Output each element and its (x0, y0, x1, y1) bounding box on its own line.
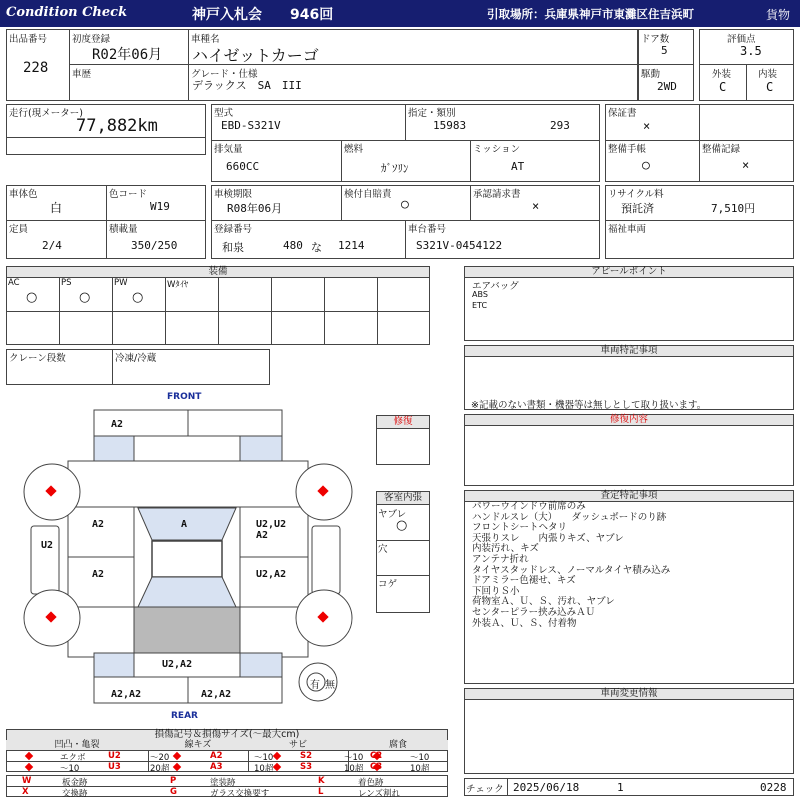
score-value: 3.5 (740, 44, 762, 58)
change-info-panel (464, 699, 794, 774)
cabin-burn-label: コゲ (378, 579, 398, 590)
plate-kana: な (311, 241, 322, 254)
legend-code-key: K (318, 776, 325, 786)
code-roof: A (181, 519, 188, 530)
class-value: 293 (550, 119, 570, 132)
recycle-value: 7,510円 (711, 202, 756, 215)
interior-grade: C (766, 80, 774, 94)
inspection-note-line: アンテナ折れ (472, 553, 529, 565)
code-left-rear-door: A2 (92, 569, 105, 580)
load-value: 350/250 (131, 239, 178, 252)
legend-cell: 〜10 (344, 753, 364, 763)
legend-cell: S3 (300, 762, 313, 772)
equip-pw-label: PW (114, 278, 128, 288)
inspection-note-line: パワーウインドウ前席のみ (472, 501, 586, 512)
code-rear-left: A2,A2 (111, 689, 142, 700)
plate-number: 1214 (338, 239, 365, 252)
legend-cell: 〜20 (150, 753, 170, 763)
equip-ac-label: AC (8, 278, 20, 288)
mileage-value: 77,882km (76, 116, 158, 136)
legend-cell: 10超 (254, 764, 274, 774)
plate-class: 480 (283, 239, 303, 252)
warranty-label: 保証書 (608, 108, 637, 119)
interior-label: 内装 (758, 69, 778, 80)
grade-label: グレード・仕様 (191, 69, 258, 80)
approval-value: × (532, 199, 540, 213)
special-note: ※記載のない書類・機器等は無しとして取り扱います。 (471, 400, 707, 411)
code-left-front-door: A2 (92, 519, 105, 530)
legend-cell: U2 (108, 751, 121, 761)
designation-value: 15983 (433, 119, 467, 132)
equip-wtire-label: Wﾀｲﾔ (167, 280, 189, 290)
spare-tire-yes: 有 (310, 680, 320, 691)
check-label: チェック (466, 784, 504, 795)
car-name-value: ハイゼットカーゴ (192, 46, 319, 65)
warranty-value: × (643, 119, 651, 133)
doors-label: ドア数 (641, 34, 670, 45)
code-front-bumper: A2 (111, 419, 124, 430)
body-color-value: 白 (50, 201, 63, 215)
fuel-value: ｶﾞｿﾘﾝ (381, 162, 409, 175)
model-label: 型式 (214, 108, 234, 119)
legend-group: 凹凸・亀裂 (6, 740, 148, 750)
legend-cell: 20超 (150, 764, 170, 774)
cabin-title: 客室内張 (376, 491, 430, 505)
repair-box-label: 修復 (376, 415, 430, 429)
crane-label: クレーン段数 (9, 353, 66, 364)
color-code-value: W19 (150, 200, 170, 213)
legend-code-value: 塗装跡 (210, 778, 236, 788)
legend-code-value: レンズ割れ (358, 789, 401, 799)
legend-cell: A3 (210, 762, 223, 772)
legend-cell: 〜10 (60, 764, 80, 774)
code-right-front-door: U2,U2 (256, 519, 287, 530)
rear-label: REAR (171, 711, 198, 721)
code-rear-right: A2,A2 (201, 689, 232, 700)
legend-title: 損傷記号＆損傷サイズ(〜最大cm) (6, 729, 448, 741)
equip-ps-mark: ○ (79, 290, 91, 305)
inspection-note-line: フロントシートヘタリ (472, 522, 568, 534)
lot-number: 228 (23, 60, 49, 76)
approval-label: 承認請求書 (473, 189, 521, 200)
inspection-note-line: 外装Ａ、Ｕ、Ｓ、付着物 (472, 617, 577, 629)
inspection-note-line: タイヤスタッドレス、ノーマルタイヤ積み込み (472, 564, 671, 576)
inspection-notes-header: 査定特記事項 (464, 490, 794, 502)
condition-check-title: Condition Check (6, 5, 128, 20)
self-insp-value: ○ (401, 197, 409, 212)
chassis-value: S321V-0454122 (416, 239, 503, 252)
legend-code-value: 着色跡 (358, 778, 384, 788)
legend-group: サビ (248, 740, 348, 750)
capacity-label: 定員 (9, 224, 29, 235)
doors-value: 5 (661, 44, 668, 57)
code-right-front-door-2: A2 (256, 530, 269, 541)
legend-cell: エクボ (60, 753, 86, 763)
manual-value: ○ (642, 158, 650, 173)
equip-ps-label: PS (61, 278, 72, 288)
inspection-note-line: 下回りＳ小 (472, 585, 520, 597)
legend-code-key: L (318, 787, 324, 797)
cabin-tear-mark: ○ (396, 518, 408, 533)
freezer-label: 冷凍/冷蔵 (115, 353, 157, 364)
inspection-label: 車検期限 (214, 189, 253, 200)
code-right-rear-door: U2,A2 (256, 569, 287, 580)
legend-code-key: P (170, 776, 177, 786)
recycle-label: リサイクル料 (608, 189, 664, 200)
mileage-label: 走行(現メーター) (9, 108, 83, 119)
first-reg-label: 初度登録 (72, 34, 111, 45)
fuel-label: 燃料 (344, 144, 364, 155)
repair-panel (464, 425, 794, 486)
inspection-notes-list (472, 502, 790, 629)
displacement-value: 660CC (226, 160, 260, 173)
first-reg-value: R02年06月 (92, 47, 163, 63)
front-label: FRONT (167, 392, 202, 402)
recycle-status: 預託済 (621, 202, 654, 215)
auction-name: 神戸入札会 (192, 7, 262, 23)
inspection-note-line: ハンドルスレ（大） ダッシュボードのり跡 (472, 511, 667, 523)
chassis-label: 車台番号 (408, 224, 447, 235)
load-label: 積載量 (109, 224, 138, 235)
legend-group: 腐食 (348, 740, 448, 750)
legend-cell: C2 (370, 751, 383, 761)
inspection-note-line: ドアミラー色褪せ、キズ (472, 575, 576, 587)
legend-cell: 10超 (344, 764, 364, 774)
color-code-label: 色コード (109, 189, 148, 200)
equip-ac-mark: ○ (26, 290, 38, 305)
score-label: 評価点 (727, 34, 756, 45)
designation-label: 指定・類別 (408, 108, 456, 119)
mission-label: ミッション (473, 144, 521, 155)
inspection-value: R08年06月 (227, 202, 283, 215)
header-bar (0, 0, 800, 27)
drive-value: 2WD (657, 80, 677, 93)
legend-cell: 10超 (410, 764, 430, 774)
records-label: 整備記録 (702, 144, 741, 155)
inspection-note-line: 天張りスレ 内張りキズ、ヤブレ (472, 532, 624, 544)
repair-header: 修復内容 (464, 414, 794, 426)
legend-code-value: ガラス交換要す (210, 789, 270, 799)
equipment-header: 装備 (6, 266, 430, 278)
change-info-header: 車両変更情報 (464, 688, 794, 700)
legend-code-value: 板金跡 (62, 778, 88, 788)
cabin-tear-label: ヤブレ (378, 509, 407, 520)
check-date: 2025/06/18 (513, 781, 580, 794)
car-name-label: 車種名 (191, 34, 220, 45)
code-back-door: U2,A2 (162, 659, 193, 670)
check-count: 1 (617, 781, 624, 794)
legend-code-key: X (22, 787, 29, 797)
lot-label: 出品番号 (9, 34, 48, 45)
appeal-header: アピールポイント (464, 266, 794, 278)
self-insp-label: 検付自賠責 (344, 189, 392, 200)
legend-cell: C3 (370, 762, 383, 772)
plate-label: 登録番号 (214, 224, 253, 235)
code-left-side: U2 (41, 540, 54, 551)
history-label: 車歴 (72, 69, 92, 80)
grade-value: デラックス SA III (192, 79, 302, 92)
records-value: × (742, 158, 750, 172)
inspection-note-line: 内装汚れ、キズ (472, 543, 539, 555)
exterior-grade: C (719, 80, 727, 94)
special-header: 車両特記事項 (464, 345, 794, 357)
displacement-label: 排気量 (214, 144, 243, 155)
appeal-line-3: ETC (472, 301, 488, 310)
appeal-line-2: ABS (472, 290, 488, 299)
pickup-location: 引取場所：兵庫県神戸市東灘区住吉浜町 (487, 7, 694, 21)
capacity-value: 2/4 (42, 239, 62, 252)
equip-pw-mark: ○ (132, 290, 144, 305)
legend-cell: 〜10 (410, 753, 430, 763)
appeal-line-1: エアバッグ (472, 281, 519, 292)
exterior-label: 外装 (712, 69, 732, 80)
legend-cell: A2 (210, 751, 223, 761)
spare-tire-none: 無 (325, 680, 335, 691)
check-code: 0228 (760, 781, 787, 794)
manual-label: 整備手帳 (608, 144, 647, 155)
mission-value: AT (511, 160, 525, 173)
legend-cell: U3 (108, 762, 121, 772)
body-color-label: 車体色 (9, 189, 38, 200)
legend-code-value: 交換跡 (62, 789, 88, 799)
vehicle-category: 貨物 (766, 8, 791, 22)
inspection-note-line: 荷物室Ａ、Ｕ、Ｓ、汚れ、ヤブレ (472, 596, 615, 608)
legend-cell: 〜10 (254, 753, 274, 763)
legend-code-key: G (170, 787, 177, 797)
cabin-hole-label: 穴 (378, 544, 388, 555)
legend-group: 線キズ (148, 740, 248, 750)
welfare-label: 福祉車両 (608, 224, 647, 235)
inspection-note-line: センターピラー挟み込みＡＵ (472, 606, 596, 618)
legend-cell: S2 (300, 751, 313, 761)
plate-area: 和泉 (222, 241, 244, 254)
model-value: EBD-S321V (221, 119, 281, 132)
drive-label: 駆動 (641, 69, 661, 80)
auction-session: 946回 (290, 7, 334, 23)
legend-code-key: W (22, 776, 32, 786)
